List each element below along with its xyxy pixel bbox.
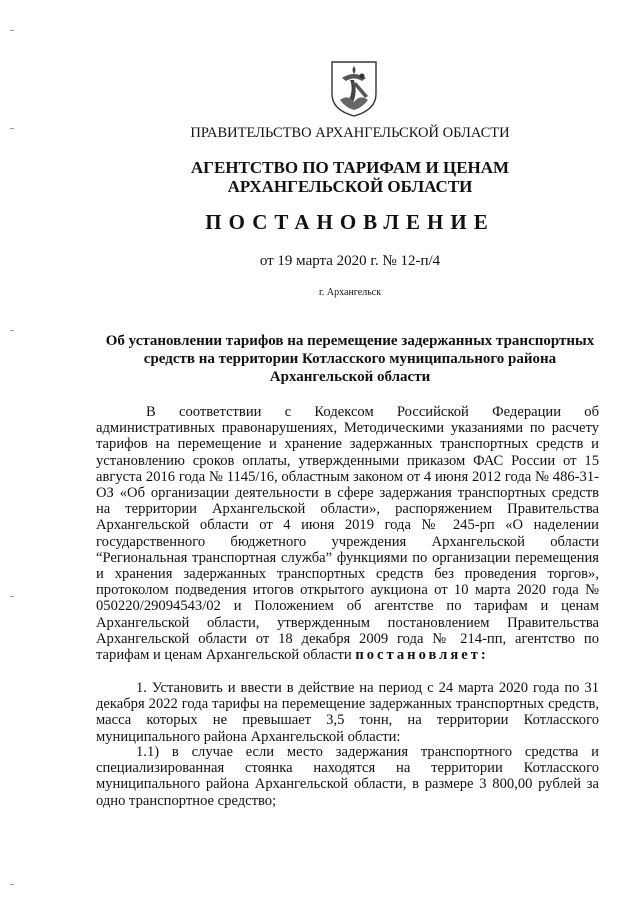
city-name: г. Архангельск — [318, 287, 382, 298]
agency-name — [90, 158, 610, 196]
margin-mark — [10, 330, 14, 331]
margin-mark — [10, 128, 14, 129]
margin-mark — [10, 596, 14, 597]
clause-1-paragraph: 1. Установить и ввести в действие на период с 24 марта 2020 года по 31 декабря 2022 года тарифы на перемещение задержанных транспортных средств, масса которых не превышает 3,5 тонн, на территории Котласского муниципального района Архангельской области: — [96, 680, 599, 745]
document-type-title: ПОСТАНОВЛЕНИЕ — [205, 210, 495, 234]
coat-of-arms-emblem — [328, 58, 380, 118]
margin-mark — [10, 30, 14, 31]
clause-1-1-paragraph: 1.1) в случае если место задержания транспортного средства и специализированная стоянка находятся на территории Котласского муниципального района Архангельской области, в размере 3 800,00 рублей за одно транспортное средство; — [96, 744, 599, 809]
resolves-word: постановляет: — [355, 647, 489, 664]
date-and-number: от 19 марта 2020 г. № 12-п/4 — [259, 253, 441, 269]
subject-line-2: средств на территории Котласского муниципального района — [143, 351, 557, 367]
agency-name-line-2: АРХАНГЕЛЬСКОЙ ОБЛАСТИ — [227, 177, 473, 196]
document-subject — [90, 332, 610, 386]
subject-line-3: Архангельской области — [269, 369, 431, 385]
margin-mark — [10, 884, 14, 885]
agency-name-line-1: АГЕНТСТВО ПО ТАРИФАМ И ЦЕНАМ — [190, 158, 510, 177]
preamble-paragraph — [96, 404, 599, 663]
preamble-text: В соответствии с Кодексом Российской Федерации об административных правонарушениях, Методическими указаниями по расчету тарифов на перемещение и хранение задержанных транспортных средств и установлению сроков оплаты, утвержденными приказом ФАС России от 15 августа 2016 года № 1145/16, областным законом от 4 июня 2012 года № 486-31-ОЗ «Об организации деятельности в сфере задержания транспортных средств на территории Архангельской области», распоряжением Правительства Архангельской области от 4 июня 2019 года № 245-рп «О наделении государственного бюджетного учреждения Архангельской области “Региональная транспортная служба” функциями по организации перемещения и хранения задержанных транспортных средств без проведения торгов», протоколом подведения итогов открытого аукциона от 10 марта 2020 года № 050220/29094543/02 и Положением об агентстве по тарифам и ценам Архангельской области, утвержденным постановлением Правительства Архангельской области от 18 декабря 2009 года № 214-пп, агентство по тарифам и ценам Архангельской области — [96, 404, 599, 664]
government-name: ПРАВИТЕЛЬСТВО АРХАНГЕЛЬСКОЙ ОБЛАСТИ — [190, 125, 510, 141]
subject-line-1: Об установлении тарифов на перемещение задержанных транспортных — [105, 333, 595, 349]
